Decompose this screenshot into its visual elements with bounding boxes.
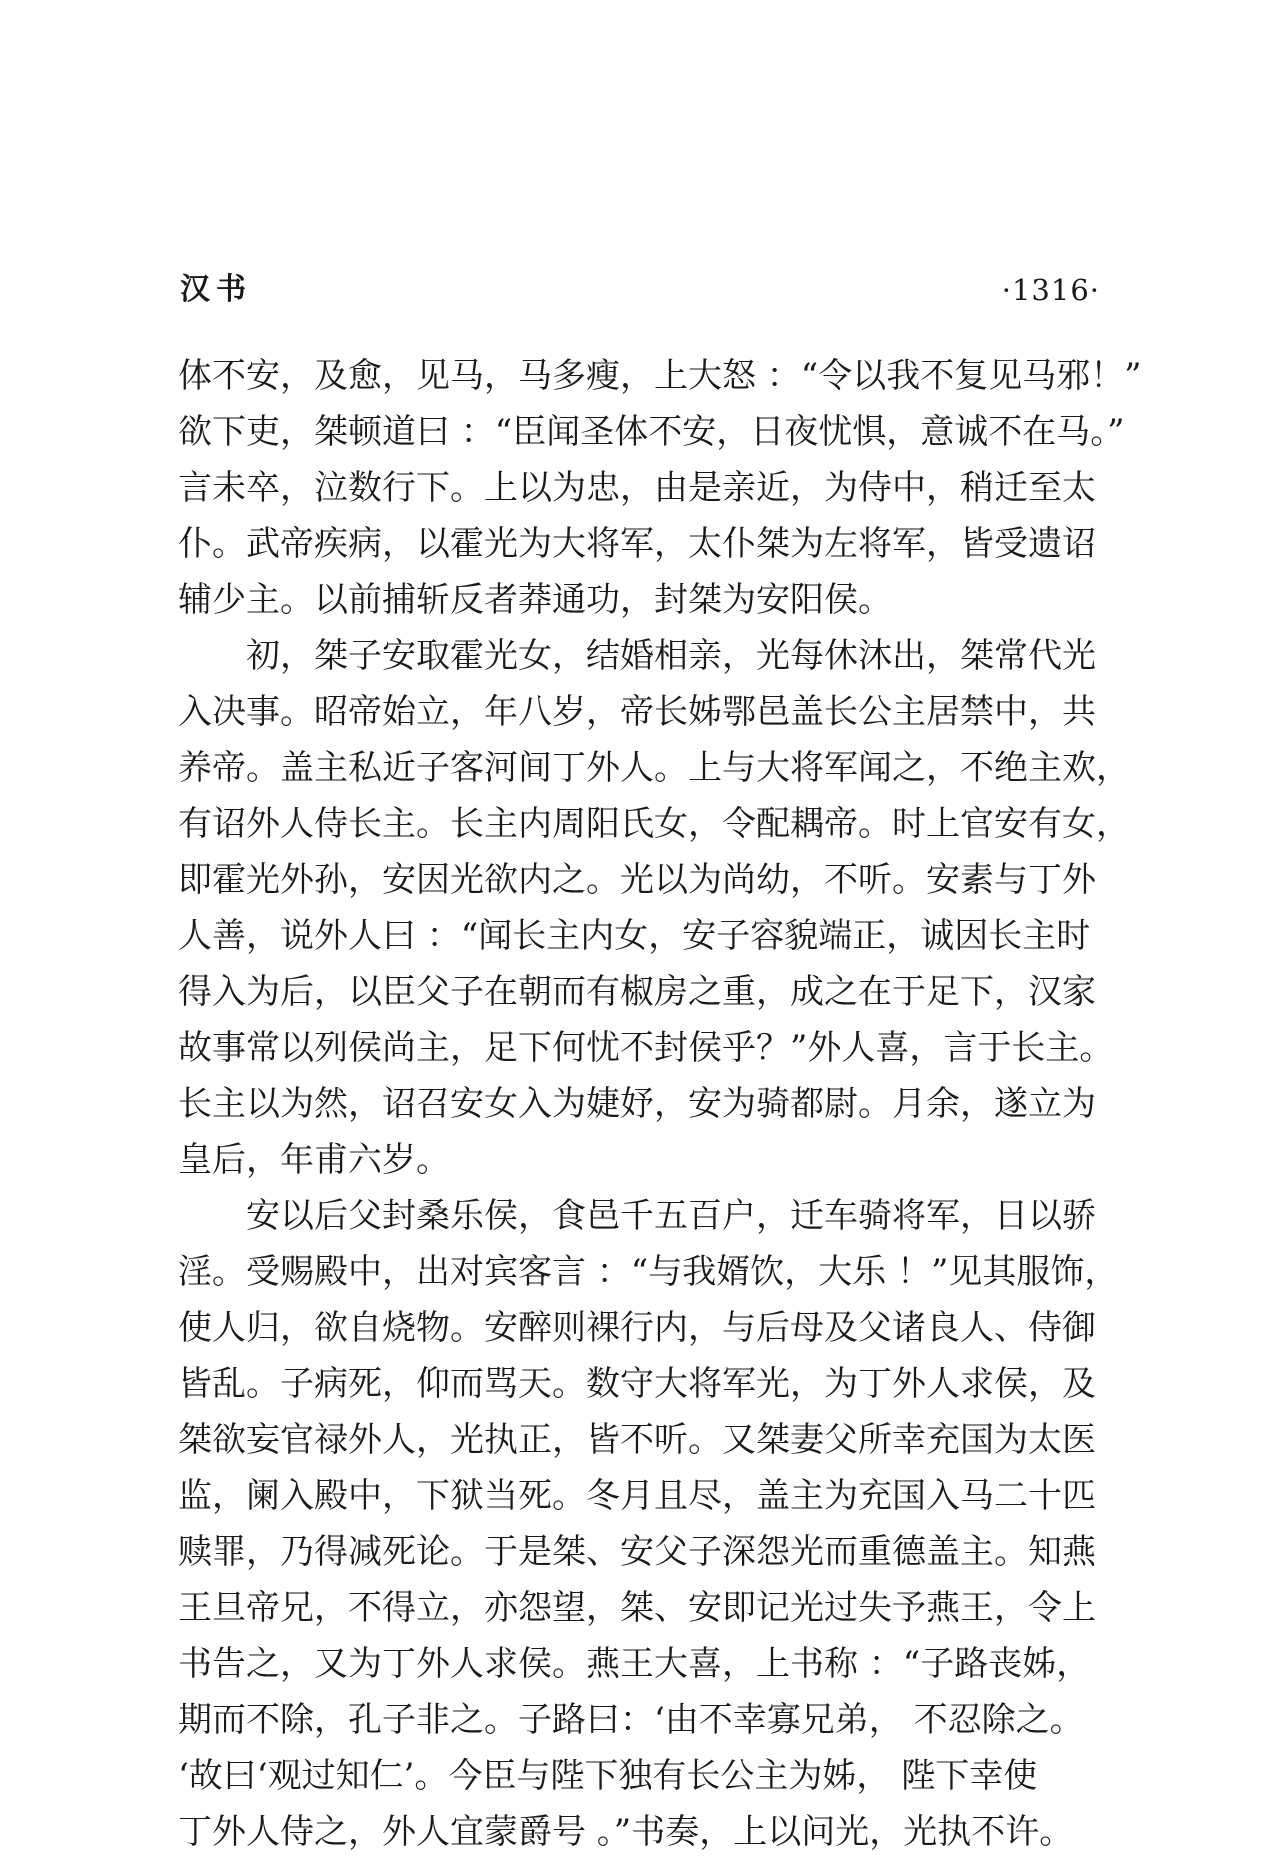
- text-line: 丁外人侍之，外人宜蒙爵号 。”书奏，上以问光，光执不许。: [178, 1812, 1074, 1852]
- text-line: 入决事。昭帝始立，年八岁，帝长姊鄂邑盖长公主居禁中，共: [178, 692, 1096, 732]
- book-title: 汉书: [180, 272, 252, 307]
- text-line: 仆。武帝疾病，以霍光为大将军，太仆桀为左将军，皆受遗诏: [178, 524, 1096, 564]
- text-line: 监，阑入殿中，下狱当死。冬月且尽，盖主为充国入马二十匹: [178, 1476, 1096, 1516]
- text-line: 辅少主。以前捕斩反者莽通功，封桀为安阳侯。: [178, 580, 892, 620]
- text-line: 养帝。盖主私近子客河间丁外人。上与大将军闻之，不绝主欢，: [178, 748, 1130, 788]
- text-line: 赎罪，乃得减死论。于是桀、安父子深怨光而重德盖主。知燕: [178, 1532, 1096, 1572]
- text-line: 淫。受赐殿中，出对宾客言 ：“与我婿饮，大乐 ！”见其服饰，: [178, 1252, 1119, 1292]
- text-line: 王旦帝兄，不得立，亦怨望，桀、安即记光过失予燕王，令上: [178, 1588, 1096, 1628]
- text-line: 欲下吏，桀顿道曰 ：“臣闻圣体不安，日夜忧惧，意诚不在马。”: [178, 412, 1125, 452]
- text-line: ‘故曰‘观过知仁’。今臣与陛下独有长公主为姊， 陛下幸使: [178, 1756, 1038, 1796]
- page-number: ·1316·: [1001, 273, 1100, 307]
- text-line: 故事常以列侯尚主，足下何忧不封侯乎？”外人喜，言于长主。: [178, 1028, 1114, 1068]
- text-line: 桀欲妄官禄外人，光执正，皆不听。又桀妻父所幸充国为太医: [178, 1420, 1096, 1460]
- text-line: 初，桀子安取霍光女，结婚相亲，光每休沐出，桀常代光: [178, 636, 1096, 676]
- text-line: 使人归，欲自烧物。安醉则裸行内，与后母及父诸良人、侍御: [178, 1308, 1096, 1348]
- text-line: 长主以为然，诏召安女入为婕妤，安为骑都尉。月余，遂立为: [178, 1084, 1096, 1124]
- text-line: 书告之，又为丁外人求侯。燕王大喜，上书称 ：“子路丧姊，: [178, 1644, 1091, 1684]
- text-line: 言未卒，泣数行下。上以为忠，由是亲近，为侍中，稍迁至太: [178, 468, 1096, 508]
- text-line: 安以后父封桑乐侯，食邑千五百户，迁车骑将军，日以骄: [178, 1196, 1096, 1236]
- text-line: 即霍光外孙，安因光欲内之。光以为尚幼，不听。安素与丁外: [178, 860, 1096, 900]
- text-line: 有诏外人侍长主。长主内周阳氏女，令配耦帝。时上官安有女，: [178, 804, 1130, 844]
- text-line: 得入为后，以臣父子在朝而有椒房之重，成之在于足下，汉家: [178, 972, 1096, 1012]
- text-line: 体不安，及愈，见马，马多瘦，上大怒 ：“令以我不复见马邪！”: [178, 356, 1142, 396]
- text-line: 皆乱。子病死，仰而骂天。数守大将军光，为丁外人求侯，及: [178, 1364, 1096, 1404]
- page-header: [180, 270, 1100, 310]
- text-line: 期而不除，孔子非之。子路曰：‘由不幸寡兄弟， 不忍除之。: [178, 1700, 1084, 1740]
- body-text: [178, 348, 1142, 1860]
- text-line: 皇后，年甫六岁。: [178, 1140, 450, 1180]
- text-line: 人善，说外人曰 ：“闻长主内女，安子容貌端正，诚因长主时: [178, 916, 1091, 956]
